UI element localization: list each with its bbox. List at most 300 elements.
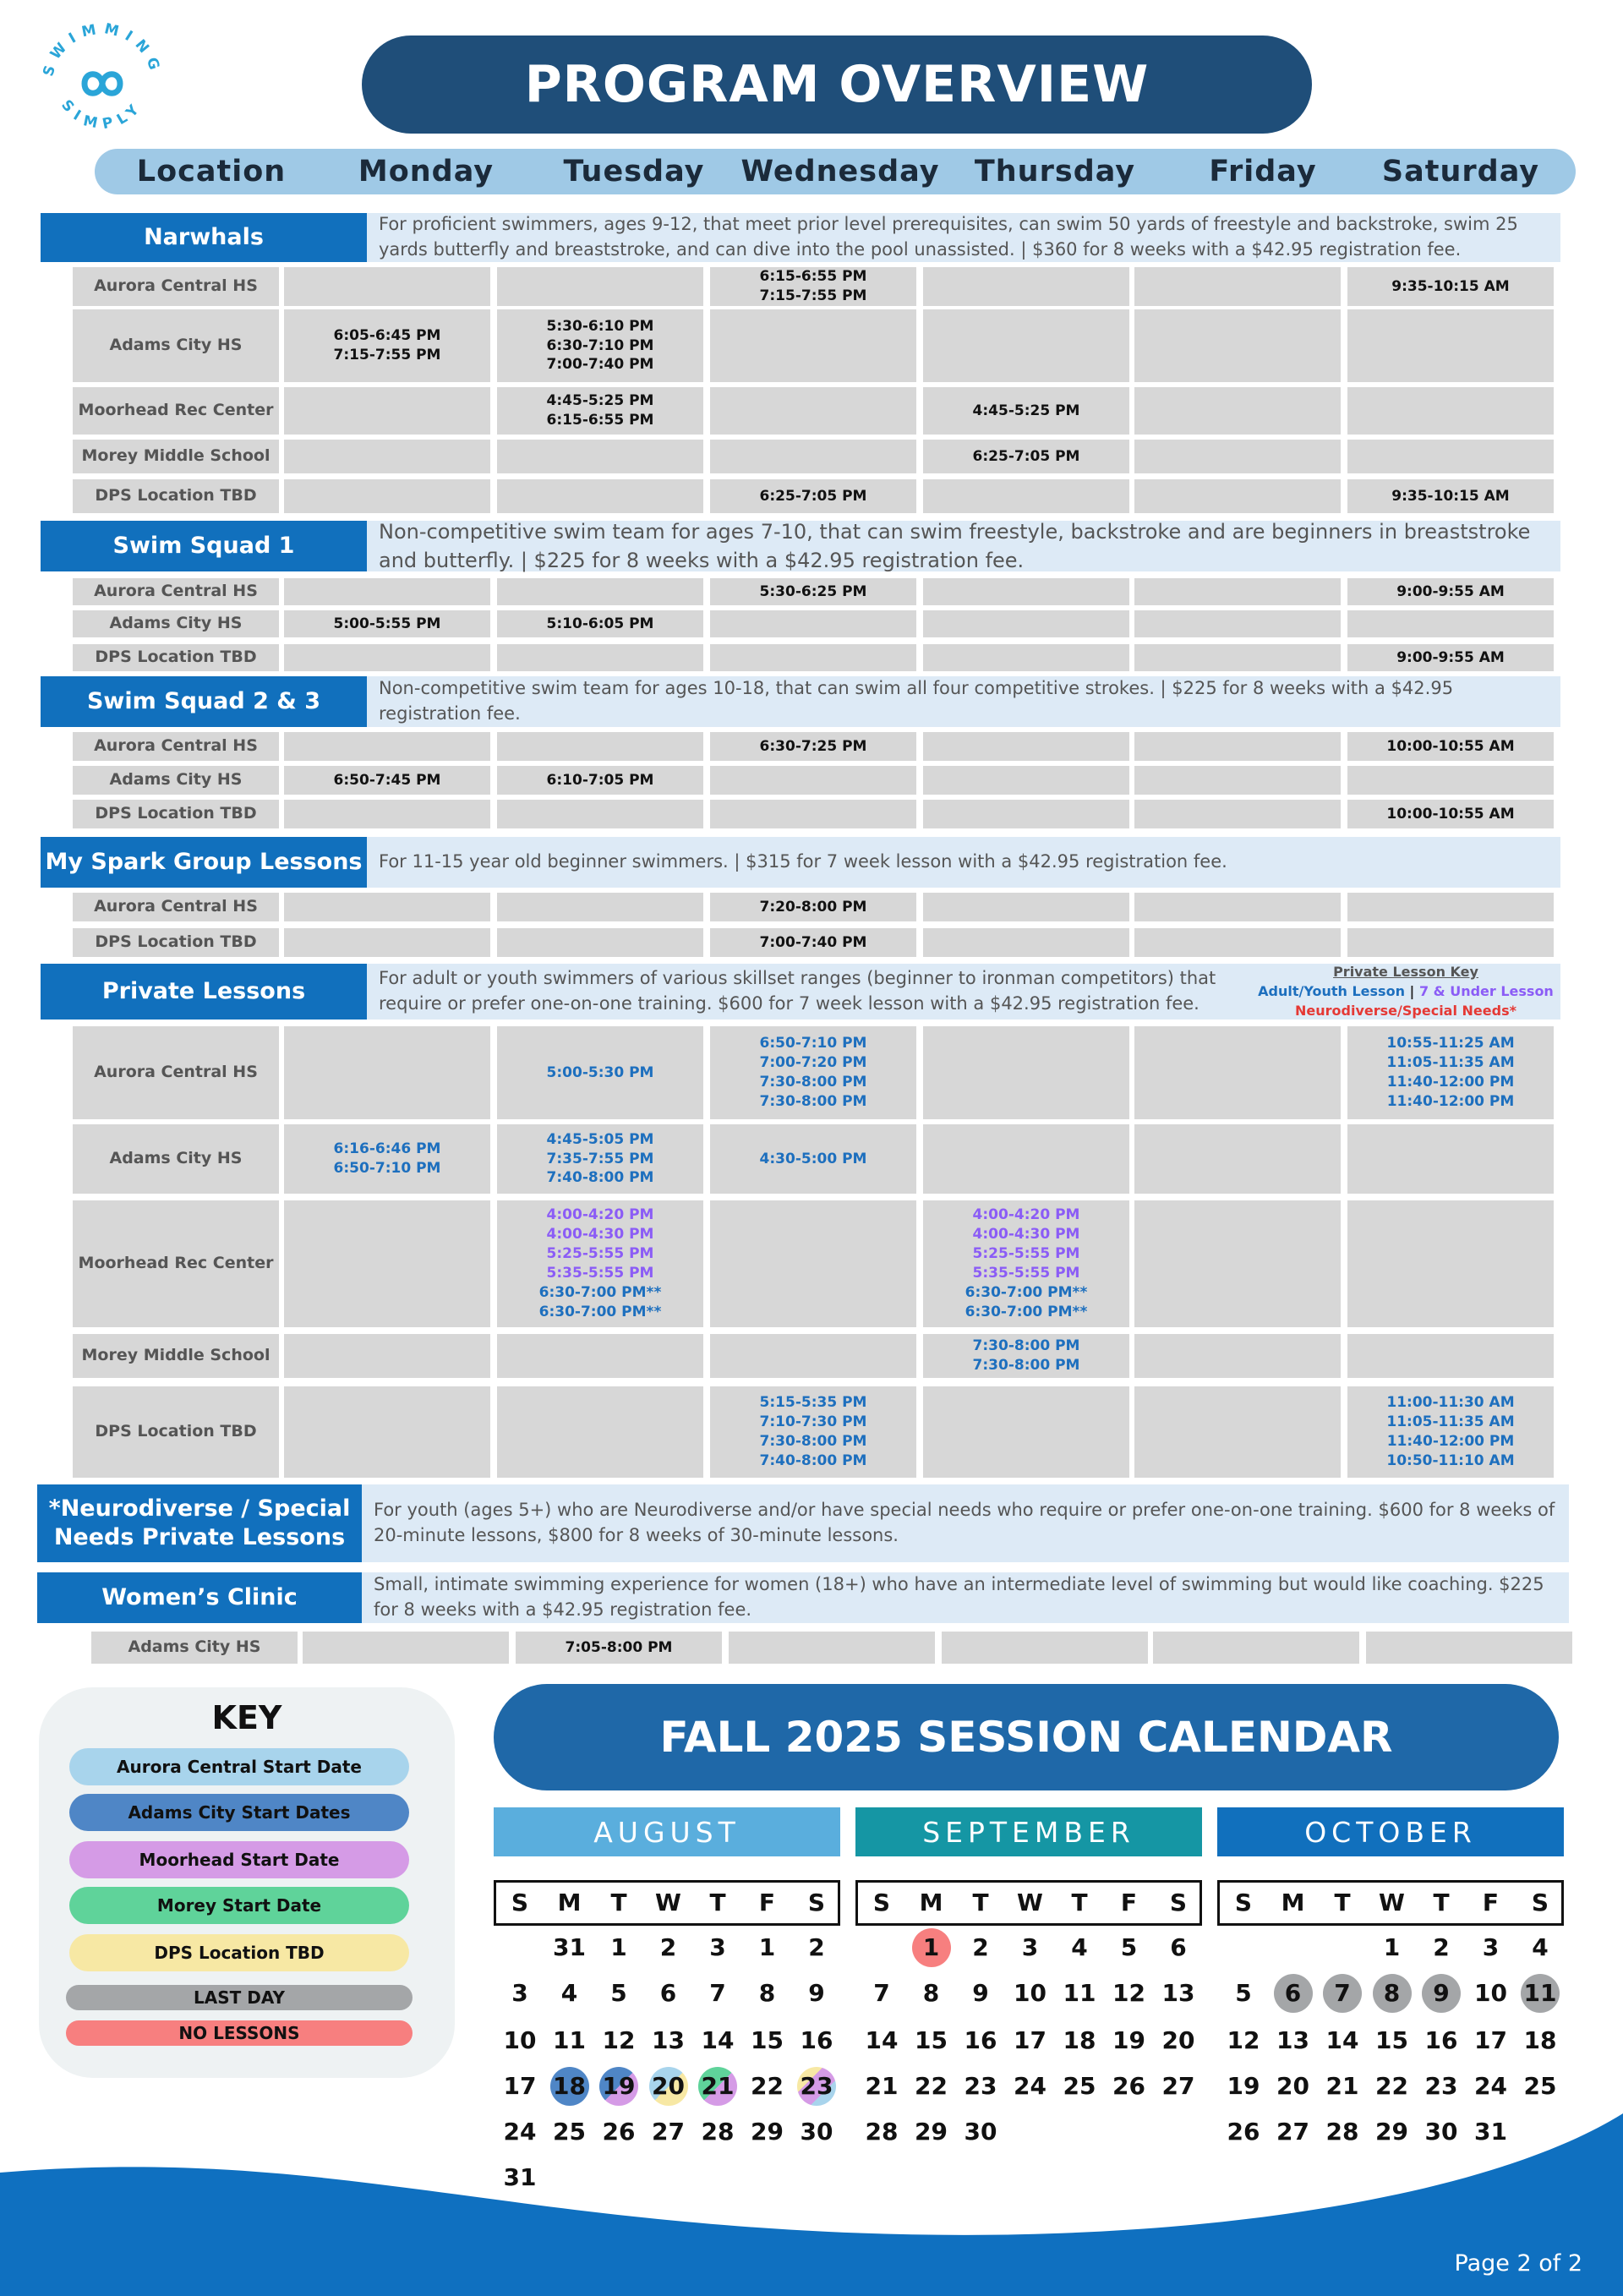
location-cell: Aurora Central HS: [73, 1026, 279, 1119]
time-cell-thursday: [923, 893, 1129, 921]
header-friday: Friday: [1209, 155, 1317, 189]
weekday-label: S: [807, 1889, 826, 1916]
month-header-august: AUGUST: [494, 1807, 840, 1856]
time-cell-friday: [1134, 1124, 1341, 1194]
time-cell-wednesday: [710, 610, 916, 637]
weekday-label: S: [1531, 1889, 1549, 1916]
calendar-day-october: 29: [1375, 2118, 1408, 2146]
weekday-label: T: [1433, 1889, 1450, 1916]
weekday-label: M: [919, 1889, 943, 1916]
calendar-day-august: 4: [560, 1979, 578, 2007]
time-cell-thursday: [923, 732, 1129, 761]
calendar-day-october: 22: [1375, 2072, 1408, 2100]
weekday-label: T: [1071, 1889, 1088, 1916]
time-text: 5:15-5:35 PM 7:10-7:30 PM 7:30-8:00 PM 7:40-8:00 PM: [759, 1394, 867, 1469]
time-cell-thursday: [942, 1632, 1148, 1664]
weekday-label: W: [1017, 1889, 1043, 1916]
time-text: 9:00-9:55 AM: [1396, 582, 1505, 600]
header-wednesday: Wednesday: [740, 155, 940, 189]
key-under-7: 7 & Under Lesson: [1418, 983, 1554, 1000]
calendar-day-august: 2: [808, 1933, 825, 1961]
calendar-day-september: 3: [1021, 1933, 1039, 1961]
time-cell-friday: [1134, 578, 1341, 605]
time-cell-wednesday: [710, 644, 916, 671]
time-cell-tuesday: [497, 387, 703, 435]
time-text: 5:30-6:25 PM: [759, 582, 867, 600]
time-cell-saturday: [1347, 610, 1554, 637]
location-cell: Moorhead Rec Center: [73, 1200, 279, 1327]
time-text: 6:25-7:05 PM: [972, 447, 1080, 465]
time-cell-tuesday: [497, 644, 703, 671]
location-cell: Adams City HS: [73, 610, 279, 637]
calendar-day-october: 18: [1523, 2026, 1557, 2054]
time-cell-wednesday: [710, 309, 916, 382]
weekday-header-row: [1217, 1880, 1564, 1926]
calendar-day-september: 9: [972, 1979, 989, 2007]
calendar-day-october: 26: [1227, 2118, 1260, 2146]
time-cell-tuesday: [497, 610, 703, 637]
logo-top-text: SWIMMING: [40, 19, 165, 79]
calendar-day-august: 13: [652, 2026, 685, 2054]
key-item: Adams City Start Dates: [69, 1794, 409, 1831]
weekday-label: W: [655, 1889, 681, 1916]
calendar-day-august: 15: [751, 2026, 784, 2054]
key-neurodiverse: Neurodiverse/Special Needs*: [1295, 1003, 1516, 1020]
time-cell-friday: [1134, 732, 1341, 761]
logo-bottom-text: SIMPLY: [57, 96, 147, 134]
section-title-private-lessons: Private Lessons: [41, 964, 367, 1020]
time-cell-wednesday: [710, 479, 916, 513]
page-number: Page 2 of 2: [1454, 2250, 1582, 2277]
weekday-label: S: [1234, 1889, 1253, 1916]
section-description-swim-squad-1: Non-competitive swim team for ages 7-10, that can swim freestyle, backstroke and are beginners in breaststroke and butterfly. | $225 for 8 weeks with a $42.95 registration fee.: [367, 521, 1560, 571]
time-cell-wednesday: [710, 893, 916, 921]
svg-text:SIMPLY: [57, 97, 147, 134]
time-cell-friday: [1134, 1386, 1341, 1478]
section-description-neurodiverse: For youth (ages 5+) who are Neurodiverse and/or have special needs who require or prefer one-on-one training. $600 for 8 weeks of 20-minute lessons, $800 for 8 weeks of 30-minute lessons.: [362, 1484, 1569, 1562]
calendar-day-august: 5: [610, 1979, 627, 2007]
time-cell-saturday: [1347, 1386, 1554, 1478]
time-text: 7:30-8:00 PM 7:30-8:00 PM: [972, 1337, 1080, 1374]
time-cell-thursday: [923, 1124, 1129, 1194]
calendar-day-august: 18: [553, 2072, 586, 2100]
key-separator: |: [1409, 983, 1415, 1000]
time-cell-saturday: [1347, 644, 1554, 671]
time-cell-saturday: [1347, 1334, 1554, 1378]
time-text: 6:15-6:55 PM 7:15-7:55 PM: [759, 268, 867, 304]
calendar-day-september: 4: [1071, 1933, 1088, 1961]
weekday-label: F: [1482, 1889, 1500, 1916]
time-cell-thursday: [923, 1200, 1129, 1327]
time-text: 6:30-7:25 PM: [759, 737, 867, 755]
calendar-day-october: 12: [1227, 2026, 1260, 2054]
calendar-day-october: 1: [1383, 1933, 1401, 1961]
weekday-label: W: [1379, 1889, 1405, 1916]
calendar-day-october: 3: [1482, 1933, 1500, 1961]
calendar-day-september: 26: [1112, 2072, 1145, 2100]
calendar-day-october: 6: [1284, 1979, 1302, 2007]
time-cell-wednesday: [710, 440, 916, 473]
time-cell-thursday: [923, 766, 1129, 795]
month-header-september: SEPTEMBER: [855, 1807, 1202, 1856]
calendar-day-october: 31: [1474, 2118, 1507, 2146]
calendar-day-august: 3: [709, 1933, 726, 1961]
header-saturday: Saturday: [1381, 155, 1540, 189]
calendar-day-october: 10: [1474, 1979, 1507, 2007]
svg-text:SWIMMING: [40, 20, 164, 79]
program-overview-title: [362, 36, 1312, 134]
time-cell-tuesday: [497, 766, 703, 795]
calendar-day-august: 25: [553, 2118, 586, 2146]
time-text: 6:50-7:45 PM: [333, 771, 441, 789]
time-cell-friday: [1134, 440, 1341, 473]
time-cell-monday: [303, 1632, 509, 1664]
time-cell-saturday: [1347, 1026, 1554, 1119]
section-description-womens-clinic: Small, intimate swimming experience for women (18+) who have an intermediate level of swimming but would like coaching. $225 for 8 weeks with a $42.95 registration fee.: [362, 1572, 1569, 1623]
time-cell-monday: [284, 766, 490, 795]
calendar-day-september: 12: [1112, 1979, 1145, 2007]
section-title-neurodiverse: *Neurodiverse / Special Needs Private Lessons: [37, 1484, 362, 1562]
time-cell-thursday: [923, 309, 1129, 382]
time-cell-friday: [1134, 893, 1341, 921]
location-cell: Aurora Central HS: [73, 267, 279, 306]
time-cell-wednesday: [710, 1200, 916, 1327]
page-title: PROGRAM OVERVIEW: [524, 55, 1150, 114]
calendar-day-september: 20: [1161, 2026, 1195, 2054]
calendar-day-august: 9: [808, 1979, 825, 2007]
time-cell-tuesday: [497, 1334, 703, 1378]
time-cell-thursday: [923, 1334, 1129, 1378]
time-text-adult: 6:30-7:00 PM** 6:30-7:00 PM**: [965, 1283, 1088, 1320]
calendar-day-august: 12: [602, 2026, 636, 2054]
calendar-day-october: 4: [1532, 1933, 1549, 1961]
key-item: Moorhead Start Date: [69, 1841, 409, 1878]
weekday-label: S: [511, 1889, 529, 1916]
calendar-day-october: 11: [1523, 1979, 1557, 2007]
calendar-day-august: 22: [751, 2072, 784, 2100]
header-tuesday: Tuesday: [563, 155, 705, 189]
calendar-day-september: 29: [915, 2118, 948, 2146]
calendar-day-september: 14: [865, 2026, 899, 2054]
calendar-day-september: 21: [865, 2072, 899, 2100]
time-cell-monday: [284, 309, 490, 382]
time-cell-thursday: [923, 644, 1129, 671]
calendar-day-august: 24: [503, 2118, 537, 2146]
time-cell-thursday: [923, 610, 1129, 637]
calendar-day-september: 7: [873, 1979, 890, 2007]
calendar-day-october: 27: [1276, 2118, 1309, 2146]
time-cell-monday: [284, 928, 490, 957]
time-cell-monday: [284, 267, 490, 306]
time-text: 4:45-5:05 PM 7:35-7:55 PM 7:40-8:00 PM: [546, 1130, 654, 1187]
calendar-day-august: 31: [553, 1933, 586, 1961]
time-cell-tuesday: [497, 800, 703, 828]
calendar-day-september: 27: [1161, 2072, 1195, 2100]
header-location: Location: [136, 155, 287, 189]
location-cell: Morey Middle School: [73, 440, 279, 473]
weekday-label: T: [972, 1889, 989, 1916]
time-cell-saturday: [1347, 800, 1554, 828]
time-text: 6:05-6:45 PM 7:15-7:55 PM: [333, 327, 441, 364]
key-item: DPS Location TBD: [69, 1934, 409, 1971]
time-cell-tuesday: [516, 1632, 722, 1664]
weekday-label: T: [709, 1889, 726, 1916]
time-cell-friday: [1134, 479, 1341, 513]
calendar-day-september: 19: [1112, 2026, 1145, 2054]
time-text: 7:05-8:00 PM: [565, 1638, 673, 1656]
calendar-day-august: 8: [758, 1979, 776, 2007]
calendar-key: [39, 1687, 455, 2078]
location-cell: Aurora Central HS: [73, 893, 279, 921]
calendar-day-august: 11: [553, 2026, 586, 2054]
calendar-day-august: 23: [800, 2072, 833, 2100]
weekday-label: F: [758, 1889, 776, 1916]
time-cell-friday: [1134, 928, 1341, 957]
time-cell-monday: [284, 800, 490, 828]
time-cell-monday: [284, 479, 490, 513]
time-cell-saturday: [1347, 387, 1554, 435]
time-cell-thursday: [923, 387, 1129, 435]
key-item: Morey Start Date: [69, 1887, 409, 1924]
time-cell-monday: [284, 578, 490, 605]
time-cell-monday: [284, 1334, 490, 1378]
calendar-day-september: 15: [915, 2026, 948, 2054]
section-description-my-spark: For 11-15 year old beginner swimmers. | $315 for 7 week lesson with a $42.95 registration fee.: [367, 837, 1560, 888]
calendar-day-august: 7: [709, 1979, 726, 2007]
calendar-day-october: 20: [1276, 2072, 1309, 2100]
time-cell-friday: [1134, 766, 1341, 795]
time-cell-wednesday: [710, 267, 916, 306]
time-cell-tuesday: [497, 309, 703, 382]
calendar-day-october: 30: [1424, 2118, 1458, 2146]
time-cell-monday: [284, 440, 490, 473]
time-cell-tuesday: [497, 440, 703, 473]
time-text: 10:00-10:55 AM: [1386, 737, 1515, 755]
time-cell-friday: [1134, 387, 1341, 435]
time-cell-saturday: [1347, 267, 1554, 306]
time-cell-saturday: [1366, 1632, 1572, 1664]
calendar-day-august: 27: [652, 2118, 685, 2146]
calendar-day-september: 8: [922, 1979, 940, 2007]
time-cell-tuesday: [497, 578, 703, 605]
calendar-day-august: 20: [652, 2072, 685, 2100]
calendar-day-october: 14: [1325, 2026, 1359, 2054]
time-cell-tuesday: [497, 893, 703, 921]
calendar-day-september: 1: [922, 1933, 940, 1961]
time-cell-tuesday: [497, 732, 703, 761]
time-text: 4:00-4:20 PM 4:00-4:30 PM 5:25-5:55 PM 5:35-5:55 PM: [546, 1206, 654, 1282]
time-cell-saturday: [1347, 893, 1554, 921]
calendar-day-september: 11: [1063, 1979, 1096, 2007]
location-cell: Aurora Central HS: [73, 732, 279, 761]
calendar-day-october: 2: [1433, 1933, 1450, 1961]
weekday-label: M: [1281, 1889, 1305, 1916]
location-cell: DPS Location TBD: [73, 1386, 279, 1478]
time-cell-friday: [1134, 1200, 1341, 1327]
time-cell-wednesday: [710, 732, 916, 761]
time-cell-saturday: [1347, 1124, 1554, 1194]
calendar-day-october: 7: [1334, 1979, 1351, 2007]
time-cell-tuesday: [497, 479, 703, 513]
calendar-day-september: 24: [1014, 2072, 1046, 2100]
section-title-my-spark: My Spark Group Lessons: [41, 837, 367, 888]
time-cell-thursday: [923, 479, 1129, 513]
time-text: 6:50-7:10 PM 7:00-7:20 PM 7:30-8:00 PM 7:30-8:00 PM: [759, 1035, 867, 1110]
time-cell-wednesday: [710, 800, 916, 828]
calendar-day-october: 15: [1375, 2026, 1408, 2054]
time-text: 9:00-9:55 AM: [1396, 648, 1505, 666]
section-title-narwhals: Narwhals: [41, 213, 367, 262]
time-text: 11:00-11:30 AM 11:05-11:35 AM 11:40-12:00 PM 10:50-11:10 AM: [1386, 1394, 1515, 1469]
time-text: 10:55-11:25 AM 11:05-11:35 AM 11:40-12:00 PM 11:40-12:00 PM: [1386, 1035, 1515, 1110]
time-cell-tuesday: [497, 928, 703, 957]
calendar-day-september: 18: [1063, 2026, 1096, 2054]
calendar-day-september: 2: [972, 1933, 989, 1961]
calendar-day-august: 14: [701, 2026, 735, 2054]
section-title-swim-squad-1: Swim Squad 1: [41, 521, 367, 571]
time-cell-wednesday: [710, 1386, 916, 1478]
infinity-icon: [85, 74, 120, 94]
time-cell-friday: [1134, 610, 1341, 637]
time-cell-thursday: [923, 800, 1129, 828]
calendar-day-august: 19: [602, 2072, 636, 2100]
calendar-day-october: 9: [1433, 1979, 1450, 2007]
time-cell-friday: [1134, 1334, 1341, 1378]
time-cell-wednesday: [710, 1334, 916, 1378]
location-cell: Adams City HS: [91, 1632, 298, 1664]
time-cell-saturday: [1347, 766, 1554, 795]
calendar-day-september: 22: [915, 2072, 948, 2100]
private-lesson-key-title: Private Lesson Key: [1333, 964, 1478, 980]
time-text: 4:45-5:25 PM: [972, 402, 1080, 419]
calendar-day-october: 21: [1325, 2072, 1359, 2100]
weekday-header-row: [855, 1880, 1202, 1926]
time-text: 7:00-7:40 PM: [759, 933, 867, 951]
time-cell-monday: [284, 1124, 490, 1194]
time-cell-monday: [284, 387, 490, 435]
weekday-label: F: [1120, 1889, 1138, 1916]
time-text: 6:25-7:05 PM: [759, 487, 867, 505]
private-lesson-key: [1249, 962, 1562, 1021]
key-item: NO LESSONS: [66, 2020, 413, 2046]
time-cell-tuesday: [497, 267, 703, 306]
location-cell: DPS Location TBD: [73, 800, 279, 828]
time-cell-wednesday: [710, 578, 916, 605]
key-item: Aurora Central Start Date: [69, 1748, 409, 1785]
time-cell-wednesday: [710, 928, 916, 957]
time-cell-monday: [284, 1200, 490, 1327]
calendar-day-october: 13: [1276, 2026, 1309, 2054]
calendar-day-september: 25: [1063, 2072, 1096, 2100]
calendar-day-september: 17: [1014, 2026, 1046, 2054]
time-cell-saturday: [1347, 1200, 1554, 1327]
weekday-label: T: [610, 1889, 627, 1916]
time-cell-thursday: [923, 267, 1129, 306]
calendar-day-october: 17: [1474, 2026, 1507, 2054]
time-cell-friday: [1134, 800, 1341, 828]
location-cell: Adams City HS: [73, 1124, 279, 1194]
calendar-day-august: 26: [602, 2118, 636, 2146]
weekday-label: S: [872, 1889, 891, 1916]
time-cell-wednesday: [710, 766, 916, 795]
calendar-day-august: 17: [503, 2072, 537, 2100]
time-cell-friday: [1134, 644, 1341, 671]
month-header-october: OCTOBER: [1217, 1807, 1564, 1856]
calendar-day-october: 8: [1383, 1979, 1401, 2007]
calendar-day-october: 5: [1235, 1979, 1252, 2007]
time-cell-monday: [284, 1386, 490, 1478]
calendar-day-august: 2: [659, 1933, 677, 1961]
time-cell-wednesday: [710, 1026, 916, 1119]
time-text: 6:16-6:46 PM 6:50-7:10 PM: [333, 1140, 441, 1177]
key-title: KEY: [211, 1699, 282, 1736]
location-cell: Adams City HS: [73, 766, 279, 795]
time-text: 5:10-6:05 PM: [546, 615, 654, 632]
time-cell-saturday: [1347, 309, 1554, 382]
section-description-swim-squad-2-3: Non-competitive swim team for ages 10-18, that can swim all four competitive strokes. | $225 for 8 weeks with a $42.95 registration fee.: [367, 676, 1560, 727]
calendar-day-september: 10: [1014, 1979, 1046, 2007]
location-cell: Moorhead Rec Center: [73, 387, 279, 435]
time-text: 5:00-5:55 PM: [333, 615, 441, 632]
time-cell-friday: [1134, 309, 1341, 382]
time-cell-friday: [1153, 1632, 1359, 1664]
time-cell-thursday: [923, 928, 1129, 957]
calendar-day-september: 16: [964, 2026, 997, 2054]
weekday-header-row: [494, 1880, 840, 1926]
time-text: 5:30-6:10 PM 6:30-7:10 PM 7:00-7:40 PM: [546, 317, 654, 374]
calendar-day-september: 28: [865, 2118, 899, 2146]
calendar-day-october: 25: [1523, 2072, 1557, 2100]
calendar-day-august: 3: [511, 1979, 528, 2007]
time-cell-monday: [284, 610, 490, 637]
time-cell-monday: [284, 732, 490, 761]
weekday-label: T: [1334, 1889, 1351, 1916]
time-cell-saturday: [1347, 479, 1554, 513]
time-cell-monday: [284, 644, 490, 671]
weekday-label: S: [1169, 1889, 1188, 1916]
time-cell-saturday: [1347, 732, 1554, 761]
calendar-day-august: 16: [800, 2026, 833, 2054]
location-cell: Morey Middle School: [73, 1334, 279, 1378]
time-text-adult: 6:30-7:00 PM** 6:30-7:00 PM**: [538, 1283, 662, 1320]
calendar-day-september: 23: [964, 2072, 997, 2100]
location-cell: DPS Location TBD: [73, 644, 279, 671]
calendar-day-september: 6: [1170, 1933, 1187, 1961]
calendar-day-august: 31: [503, 2163, 537, 2191]
time-text: 10:00-10:55 AM: [1386, 805, 1515, 823]
location-cell: DPS Location TBD: [73, 479, 279, 513]
time-cell-saturday: [1347, 928, 1554, 957]
key-item: LAST DAY: [66, 1985, 413, 2010]
time-text: 7:20-8:00 PM: [759, 898, 867, 916]
time-cell-tuesday: [497, 1200, 703, 1327]
calendar-day-august: 30: [800, 2118, 833, 2146]
location-cell: Adams City HS: [73, 309, 279, 382]
time-text: 4:00-4:20 PM 4:00-4:30 PM 5:25-5:55 PM 5:35-5:55 PM: [972, 1206, 1080, 1282]
time-cell-tuesday: [497, 1026, 703, 1119]
calendar-title: FALL 2025 SESSION CALENDAR: [659, 1713, 1393, 1762]
time-cell-saturday: [1347, 578, 1554, 605]
time-cell-monday: [284, 893, 490, 921]
time-text: 9:35-10:15 AM: [1391, 487, 1510, 505]
calendar-day-september: 13: [1161, 1979, 1195, 2007]
time-text: 5:00-5:30 PM: [546, 1063, 654, 1081]
time-text: 4:30-5:00 PM: [759, 1150, 867, 1167]
time-cell-thursday: [923, 1026, 1129, 1119]
section-description-narwhals: For proficient swimmers, ages 9-12, that meet prior level prerequisites, can swim 50 yards of freestyle and backstroke, swim 25 yards butterfly and breaststroke, and can dive into the pool unassisted. | $360 for 8 weeks with a $42.95 registration fee.: [367, 213, 1560, 262]
time-cell-wednesday: [710, 1124, 916, 1194]
calendar-day-august: 29: [751, 2118, 784, 2146]
